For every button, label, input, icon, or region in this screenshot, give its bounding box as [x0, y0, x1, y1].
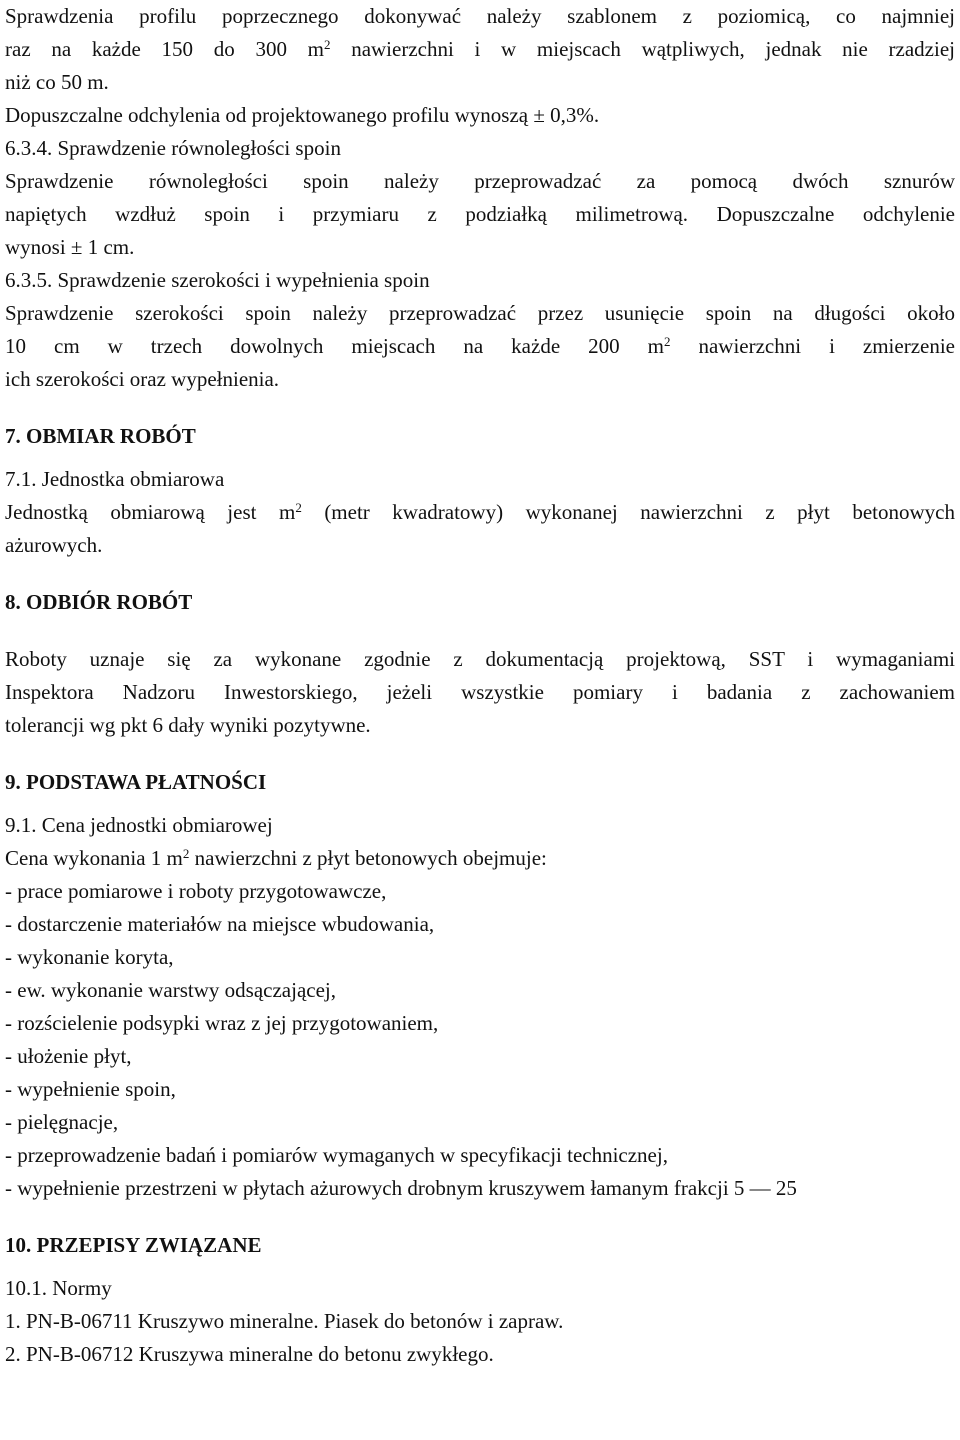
- section-heading: 8. ODBIÓR ROBÓT: [5, 590, 193, 614]
- list-item: - ew. wykonanie warstwy odsączającej,: [5, 978, 336, 1002]
- spacer: [5, 396, 955, 420]
- list-item: - rozścielenie podsypki wraz z jej przygotowaniem,: [5, 1011, 439, 1035]
- list-item: - prace pomiarowe i roboty przygotowawcze,: [5, 879, 387, 903]
- text-line: [5, 496, 955, 529]
- text-fragment: 10 cm w trzech dowolnych miejscach na każde 200 m: [5, 334, 664, 358]
- text-line: wynosi ± 1 cm.: [5, 235, 135, 259]
- list-item: - wypełnienie spoin,: [5, 1077, 176, 1101]
- list-item: - wykonanie koryta,: [5, 945, 174, 969]
- text-line: Sprawdzenia profilu poprzecznego dokonywać należy szablonem z poziomicą, co najmniej: [5, 4, 955, 28]
- list-item: - pielęgnacje,: [5, 1110, 119, 1134]
- text-fragment: nawierzchni i w miejscach wątpliwych, jednak nie rzadziej: [330, 37, 955, 61]
- list-item: - wypełnienie przestrzeni w płytach ażurowych drobnym kruszywem łamanym frakcji 5 — 25: [5, 1176, 797, 1200]
- subsection-title: 10.1. Normy: [5, 1276, 112, 1300]
- spacer: [5, 1205, 955, 1229]
- subsection-title: 7.1. Jednostka obmiarowa: [5, 467, 225, 491]
- spacer: [5, 742, 955, 766]
- section-heading: 7. OBMIAR ROBÓT: [5, 424, 196, 448]
- superscript: 2: [663, 334, 671, 349]
- text-line: napiętych wzdłuż spoin i przymiaru z podziałką milimetrową. Dopuszczalne odchylenie: [5, 202, 955, 226]
- list-item: - przeprowadzenie badań i pomiarów wymaganych w specyfikacji technicznej,: [5, 1143, 668, 1167]
- text-line: Dopuszczalne odchylenia od projektowanego profilu wynoszą ± 0,3%.: [5, 103, 600, 127]
- superscript: 2: [182, 846, 190, 861]
- text-fragment: Cena wykonania 1 m: [5, 846, 183, 870]
- text-fragment: raz na każde 150 do 300 m: [5, 37, 324, 61]
- subsection-title: 9.1. Cena jednostki obmiarowej: [5, 813, 273, 837]
- text-line: [5, 330, 955, 363]
- text-line: niż co 50 m.: [5, 70, 109, 94]
- spacer: [5, 1262, 955, 1272]
- section-title: 6.3.5. Sprawdzenie szerokości i wypełnienia spoin: [5, 268, 430, 292]
- text-line: Inspektora Nadzoru Inwestorskiego, jeżeli wszystkie pomiary i badania z zachowaniem: [5, 680, 955, 704]
- text-line: [5, 842, 955, 875]
- section-title: 6.3.4. Sprawdzenie równoległości spoin: [5, 136, 341, 160]
- text-line: Sprawdzenie szerokości spoin należy przeprowadzać przez usunięcie spoin na długości około: [5, 301, 955, 325]
- text-fragment: Jednostką obmiarową jest m: [5, 500, 296, 524]
- spacer: [5, 453, 955, 463]
- text-line: [5, 33, 955, 66]
- text-line: tolerancji wg pkt 6 dały wyniki pozytywne.: [5, 713, 371, 737]
- norm-item: 2. PN-B-06712 Kruszywa mineralne do betonu zwykłego.: [5, 1342, 494, 1366]
- text-fragment: nawierzchni z płyt betonowych obejmuje:: [189, 846, 547, 870]
- norm-item: 1. PN-B-06711 Kruszywo mineralne. Piasek do betonów i zapraw.: [5, 1309, 564, 1333]
- spacer: [5, 799, 955, 809]
- section-6-3-5: [5, 264, 955, 396]
- superscript: 2: [323, 37, 331, 52]
- section-10: [5, 1229, 955, 1371]
- section-6-3-4: [5, 132, 955, 264]
- section-heading: 10. PRZEPISY ZWIĄZANE: [5, 1233, 262, 1257]
- text-fragment: nawierzchni i zmierzenie: [670, 334, 955, 358]
- section-7: [5, 420, 955, 562]
- list-item: - ułożenie płyt,: [5, 1044, 132, 1068]
- paragraph-profile: [5, 0, 955, 132]
- superscript: 2: [295, 500, 302, 515]
- section-8: [5, 586, 955, 742]
- list-item: - dostarczenie materiałów na miejsce wbudowania,: [5, 912, 435, 936]
- text-line: ich szerokości oraz wypełnienia.: [5, 367, 280, 391]
- section-9: [5, 766, 955, 1205]
- text-line: Roboty uznaje się za wykonane zgodnie z dokumentacją projektową, SST i wymaganiami: [5, 647, 955, 671]
- text-fragment: (metr kwadratowy) wykonanej nawierzchni z płyt betonowych: [301, 500, 955, 524]
- spacer: [5, 562, 955, 586]
- text-line: Sprawdzenie równoległości spoin należy przeprowadzać za pomocą dwóch sznurów: [5, 169, 955, 193]
- text-line: ażurowych.: [5, 533, 103, 557]
- section-heading: 9. PODSTAWA PŁATNOŚCI: [5, 770, 267, 794]
- spacer: [5, 619, 955, 643]
